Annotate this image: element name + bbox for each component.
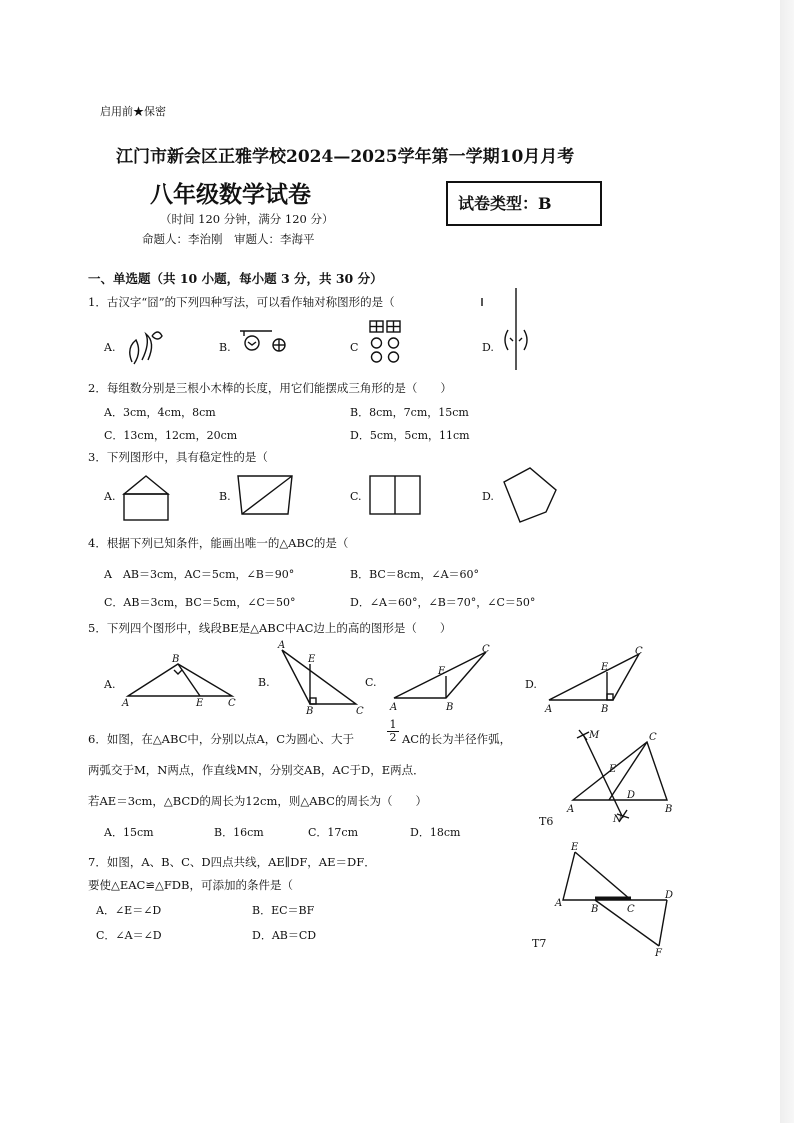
q1-figure-b	[234, 328, 294, 358]
fraction-denominator: 2	[389, 731, 397, 744]
svg-text:C: C	[482, 644, 490, 655]
question-3-stem: 3．下列图形中，具有稳定性的是（	[88, 450, 268, 464]
svg-text:C: C	[635, 646, 643, 657]
q1-option-c: C	[350, 341, 359, 354]
q1-figure-c	[368, 319, 408, 371]
svg-text:D: D	[627, 790, 636, 801]
paper-type-box: 试卷类型：B	[446, 181, 602, 226]
svg-text:E: E	[308, 654, 316, 665]
question-7-line1: 7．如图，A、B、C、D四点共线，AE∥DF，AE＝DF．	[88, 855, 376, 869]
q2-option-a: A．3cm，4cm，8cm	[104, 406, 216, 419]
svg-text:B: B	[446, 702, 454, 713]
q3-figure-pentagon	[500, 466, 562, 526]
q4-option-a: A AB＝3cm，AC＝5cm，∠B＝90°	[104, 568, 295, 581]
question-6-line2: 两弧交于M，N两点，作直线MN，分别交AB，AC于D，E两点．	[88, 763, 425, 777]
q3-figure-house	[122, 472, 172, 524]
section-title: 一、单选题（共 10 小题，每小题 3 分，共 30 分）	[88, 271, 383, 286]
q2-option-b: B．8cm，7cm，15cm	[350, 406, 469, 419]
q7-figure	[555, 842, 683, 959]
svg-text:E: E	[571, 842, 579, 853]
svg-text:C: C	[228, 698, 236, 709]
svg-text:B: B	[665, 804, 673, 815]
q4-option-d: D．∠A＝60°，∠B＝70°，∠C＝50°	[350, 596, 536, 609]
svg-text:N: N	[613, 814, 622, 825]
svg-text:E: E	[601, 662, 609, 673]
question-5-stem: 5．下列四个图形中，线段BE是△ABC中AC边上的高的图形是（ ）	[88, 621, 452, 635]
question-2-stem: 2．每组数分别是三根小木棒的长度，用它们能摆成三角形的是（ ）	[88, 381, 452, 395]
svg-text:C: C	[649, 732, 657, 743]
question-4-stem: 4．根据下列已知条件，能画出唯一的△ABC的是（	[88, 536, 349, 550]
q6-option-d: D．18cm	[410, 826, 461, 839]
q3-figure-parallelogram	[236, 474, 296, 518]
q1-figure-d	[500, 286, 540, 372]
svg-text:A: A	[122, 698, 130, 709]
svg-text:C: C	[627, 904, 635, 915]
q6-figure	[565, 728, 683, 828]
svg-text:M: M	[589, 730, 600, 741]
q7-option-d: D．AB＝CD	[252, 929, 317, 942]
q2-option-d: D．5cm，5cm，11cm	[350, 429, 470, 442]
q1-option-d: D.	[482, 341, 494, 354]
question-6-line3: 若AE＝3cm，△BCD的周长为12cm，则△ABC的周长为（ ）	[88, 794, 427, 808]
q3-figure-rectangle	[368, 474, 424, 518]
q6-figure-label: T6	[539, 815, 554, 828]
subject-title: 八年级数学试卷	[150, 181, 311, 208]
time-info: （时间 120 分钟，满分 120 分）	[160, 212, 334, 226]
q3-option-a: A.	[104, 490, 116, 503]
q5-figure-b	[276, 640, 366, 717]
school-title: 江门市新会区正雅学校2024—2025学年第一学期10月月考	[116, 147, 575, 167]
svg-text:E: E	[196, 698, 204, 709]
svg-text:A: A	[545, 704, 553, 715]
q5-figure-d	[545, 646, 650, 714]
q4-option-b: B．BC＝8cm，∠A＝60°	[350, 568, 480, 581]
q5-figure-a	[122, 652, 242, 712]
svg-text:D: D	[665, 890, 674, 901]
svg-text:C: C	[356, 706, 364, 717]
fraction-numerator: 1	[387, 719, 399, 732]
q1-figure-a	[120, 322, 170, 372]
q7-figure-label: T7	[532, 937, 547, 950]
q1-option-b: B.	[219, 341, 231, 354]
q3-option-b: B.	[219, 490, 231, 503]
svg-text:B: B	[172, 654, 180, 665]
confidential-label: 启用前★保密	[100, 105, 166, 118]
q6-option-c: C．17cm	[308, 826, 359, 839]
q7-option-b: B．EC＝BF	[252, 904, 315, 917]
svg-text:B: B	[306, 706, 314, 717]
q1-option-a: A.	[104, 341, 116, 354]
q5-figure-c	[390, 644, 500, 714]
question-1-stem: 1．古汉字“囧”的下列四种写法，可以看作轴对称图形的是（	[88, 295, 395, 309]
q6-option-b: B．16cm	[214, 826, 264, 839]
svg-text:B: B	[601, 704, 609, 715]
q3-option-d: D.	[482, 490, 494, 503]
svg-text:A: A	[555, 898, 563, 909]
question-6-line1b: AC的长为半径作弧，	[402, 732, 512, 746]
q2-option-c: C．13cm，12cm，20cm	[104, 429, 238, 442]
q6-option-a: A．15cm	[104, 826, 154, 839]
svg-text:E: E	[438, 666, 446, 677]
svg-text:A: A	[390, 702, 398, 713]
q5-option-b: B.	[258, 676, 270, 689]
svg-text:F: F	[655, 948, 662, 959]
authors: 命题人：李治刚 审题人：李海平	[142, 232, 315, 246]
q5-option-c: C.	[365, 676, 377, 689]
question-7-line2: 要使△EAC≌△FDB，可添加的条件是（	[88, 878, 293, 892]
svg-text:A: A	[567, 804, 575, 815]
q5-option-d: D.	[525, 678, 537, 691]
q3-option-c: C.	[350, 490, 362, 503]
svg-text:E: E	[609, 764, 617, 775]
q7-option-c: C．∠A＝∠D	[96, 929, 162, 942]
q5-option-a: A.	[104, 678, 116, 691]
q7-option-a: A．∠E＝∠D	[96, 904, 162, 917]
svg-text:A: A	[278, 640, 286, 651]
question-6-line1: 6．如图，在△ABC中，分别以点A，C为圆心、大于	[88, 732, 355, 746]
q4-option-c: C．AB＝3cm，BC＝5cm，∠C＝50°	[104, 596, 296, 609]
q6-fraction	[387, 719, 399, 744]
svg-text:B: B	[591, 904, 599, 915]
q1-mark-icon	[478, 296, 488, 310]
